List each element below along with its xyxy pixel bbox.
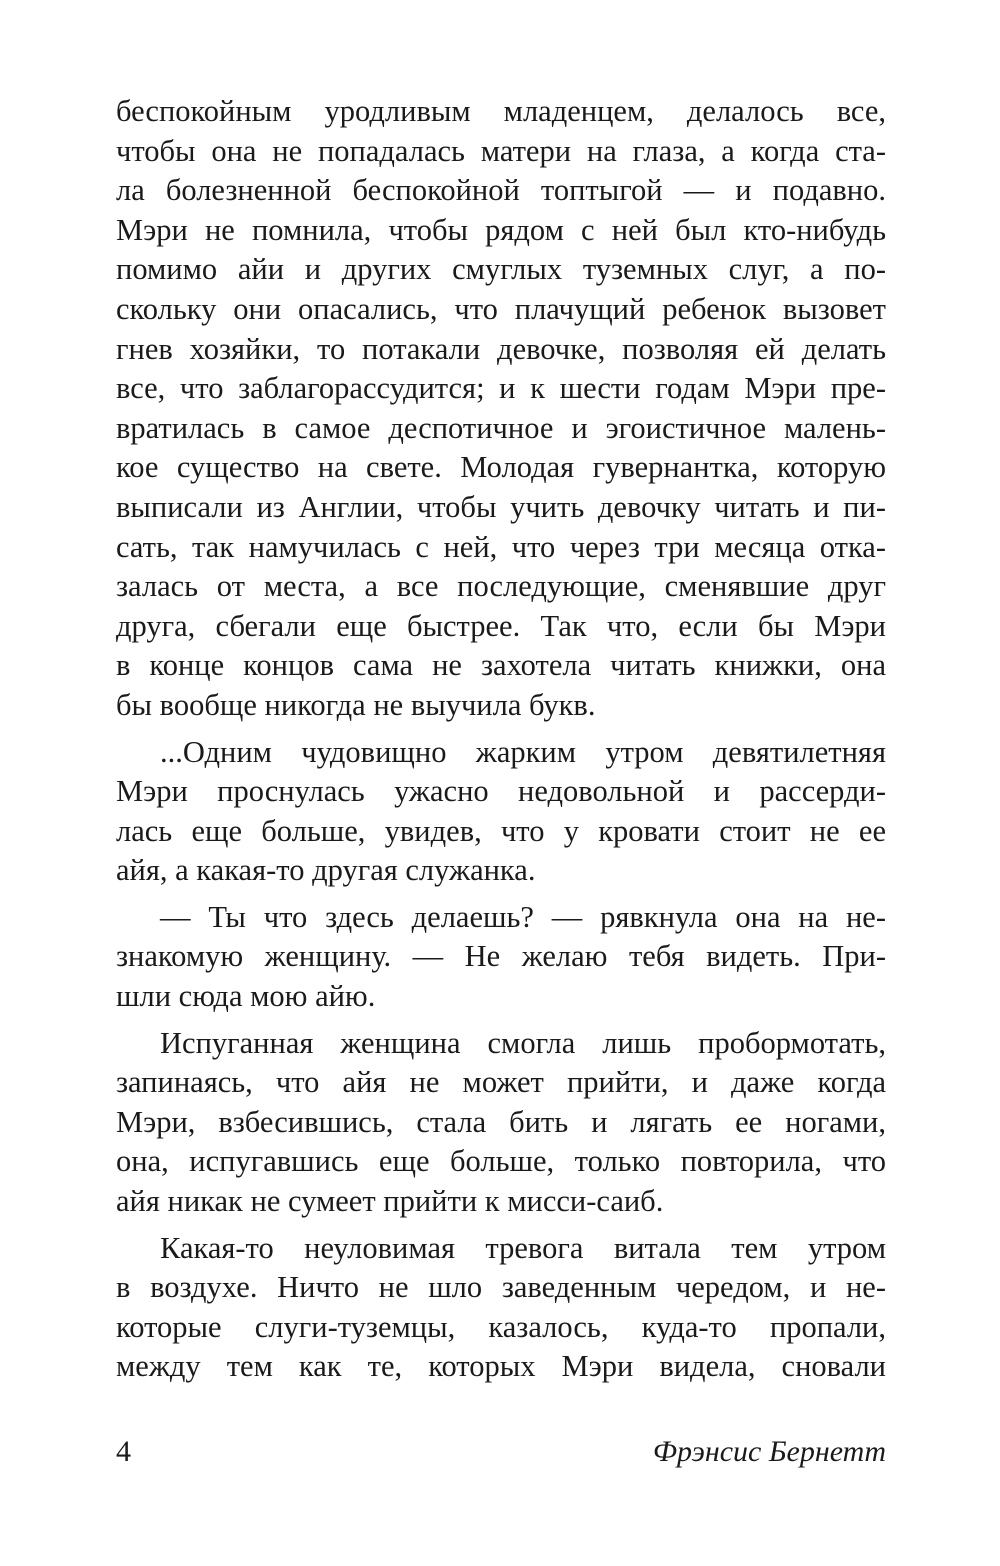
text-line: айя никак не сумеет прийти к мисси-саиб. (116, 1184, 664, 1219)
running-author: Фрэнсис Бернетт (652, 1435, 886, 1468)
text-line: айя, а какая-то другая служанка. (116, 853, 536, 888)
paragraph-gap (116, 891, 886, 898)
text-line: беспокойным уродливым младенцем, делалось все, (116, 94, 886, 128)
text-line: Мэри не помнила, чтобы рядом с ней был кто-нибудь (116, 212, 886, 247)
page-footer (116, 1432, 886, 1472)
text-line: между тем как те, которых Мэри видела, сновали (116, 1349, 886, 1384)
text-line: ...Одним чудовищно жарким утром девятилетняя (160, 734, 886, 769)
text-line: Испуганная женщина смогла лишь пробормотать, (160, 1025, 886, 1060)
book-page-body (116, 92, 886, 1387)
paragraph (116, 1229, 886, 1387)
text-line: лась еще больше, увидев, что у кровати стоит не ее (116, 813, 886, 848)
paragraph (116, 1024, 886, 1222)
text-line: друга, сбегали еще быстрее. Так что, если бы Мэри (116, 608, 886, 643)
text-line: выписали из Англии, чтобы учить девочку читать и пи- (116, 489, 886, 524)
text-line: чтобы она не попадалась матери на глаза, а когда ста- (116, 133, 886, 168)
paragraph-gap (116, 1222, 886, 1229)
text-line: скольку они опасались, что плачущий ребенок вызовет (116, 291, 886, 326)
page-number: 4 (116, 1435, 131, 1468)
paragraph-gap (116, 1017, 886, 1024)
text-line: вратилась в самое деспотичное и эгоистичное малень- (116, 410, 886, 445)
paragraph (116, 898, 886, 1017)
paragraph-gap (116, 726, 886, 733)
text-line: все, что заблагорассудится; и к шести годам Мэри пре- (116, 371, 886, 406)
text-line: ла болезненной беспокойной топтыгой — и подавно. (116, 173, 886, 208)
text-line: которые слуги-туземцы, казалось, куда-то пропали, (116, 1309, 886, 1344)
text-line: Какая-то неуловимая тревога витала тем утром (160, 1230, 886, 1265)
text-line: — Ты что здесь делаешь? — рявкнула она на не- (160, 899, 886, 934)
text-line: бы вообще никогда не выучила букв. (116, 687, 596, 722)
text-line: залась от места, а все последующие, сменявшие друг (116, 569, 886, 604)
text-line: запинаясь, что айя не может прийти, и даже когда (116, 1065, 886, 1100)
text-line: знакомую женщину. — Не желаю тебя видеть. При- (116, 939, 886, 974)
text-line: в воздухе. Ничто не шло заведенным чередом, и не- (116, 1270, 886, 1305)
text-line: она, испугавшись еще больше, только повторила, что (116, 1144, 886, 1179)
text-line: помимо айи и других смуглых туземных слуг, а по- (116, 252, 886, 287)
text-line: кое существо на свете. Молодая гувернантка, которую (116, 450, 886, 485)
text-line: шли сюда мою айю. (116, 979, 376, 1014)
paragraph (116, 733, 886, 891)
text-line: Мэри, взбесившись, стала бить и лягать ее ногами, (116, 1104, 886, 1139)
text-line: гнев хозяйки, то потакали девочке, позволяя ей делать (116, 331, 886, 366)
text-line: Мэри проснулась ужасно недовольной и рассерди- (116, 774, 886, 809)
paragraph (116, 92, 886, 726)
text-line: в конце концов сама не захотела читать книжки, она (116, 648, 886, 683)
text-line: сать, так намучилась с ней, что через три месяца отка- (116, 529, 886, 564)
